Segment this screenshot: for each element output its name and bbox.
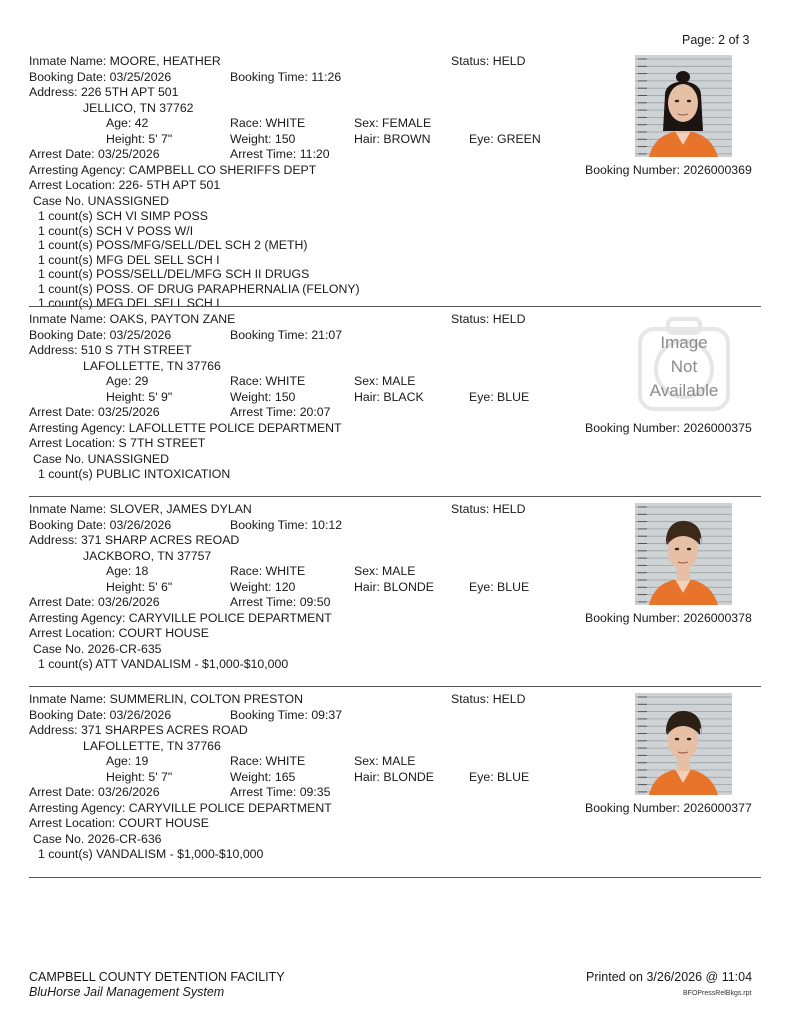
height: Height: 5' 6" [106, 579, 173, 594]
charge-item: 1 count(s) ATT VANDALISM - $1,000-$10,000 [38, 657, 289, 671]
inmate-name: Inmate Name: SUMMERLIN, COLTON PRESTON [29, 692, 304, 706]
charge-item: 1 count(s) MFG DEL SELL SCH I [38, 252, 220, 267]
booking-date: Booking Date: 03/26/2026 [29, 517, 172, 532]
mugshot-photo [635, 693, 732, 795]
weight: Weight: 150 [230, 389, 296, 404]
booking-number: Booking Number: 2026000369 [585, 162, 752, 177]
facility-name: CAMPBELL COUNTY DETENTION FACILITY [29, 970, 285, 984]
arresting-agency: Arresting Agency: CARYVILLE POLICE DEPARTMENT [29, 610, 332, 625]
charge-item: 1 count(s) POSS. OF DRUG PARAPHERNALIA (FELONY) [38, 281, 360, 296]
height: Height: 5' 7" [106, 769, 173, 784]
mugshot-frame [635, 693, 732, 795]
age: Age: 18 [106, 564, 149, 578]
case-number: Case No. 2026-CR-635 [33, 641, 162, 656]
booking-number: Booking Number: 2026000377 [585, 800, 752, 815]
case-number: Case No. 2026-CR-636 [33, 831, 162, 846]
hair-color: Hair: BROWN [354, 131, 431, 146]
height: Height: 5' 9" [106, 389, 173, 404]
arresting-agency: Arresting Agency: CARYVILLE POLICE DEPARTMENT [29, 800, 332, 815]
booking-date: Booking Date: 03/25/2026 [29, 69, 172, 84]
inmate-status: Status: HELD [451, 692, 526, 706]
record-divider [29, 306, 761, 307]
charge-item: 1 count(s) SCH VI SIMP POSS [38, 209, 208, 223]
case-number: Case No. UNASSIGNED [33, 193, 169, 208]
charge-item: 1 count(s) POSS/MFG/SELL/DEL SCH 2 (METH) [38, 238, 308, 252]
eye-color: Eye: BLUE [469, 389, 530, 404]
height: Height: 5' 7" [106, 131, 173, 146]
race: Race: WHITE [230, 754, 306, 768]
charge-item: 1 count(s) SCH V POSS W/I [38, 223, 194, 238]
inmate-status: Status: HELD [451, 54, 526, 68]
address-line-1: Address: 510 S 7TH STREET [29, 343, 192, 357]
placeholder-text-line: Available [649, 381, 719, 400]
arrest-location: Arrest Location: S 7TH STREET [29, 436, 206, 450]
inmate-name: Inmate Name: MOORE, HEATHER [29, 54, 221, 68]
booking-number: Booking Number: 2026000375 [585, 420, 752, 435]
arrest-date: Arrest Date: 03/25/2026 [29, 147, 160, 161]
eye-color: Eye: BLUE [469, 769, 530, 784]
race: Race: WHITE [230, 564, 306, 578]
mugshot-photo [635, 503, 732, 605]
inmate-name: Inmate Name: OAKS, PAYTON ZANE [29, 312, 236, 326]
inmate-status: Status: HELD [451, 502, 526, 516]
booking-date: Booking Date: 03/26/2026 [29, 707, 172, 722]
address-line-2: LAFOLLETTE, TN 37766 [83, 358, 221, 373]
arrest-time: Arrest Time: 11:20 [230, 147, 330, 161]
arrest-date: Arrest Date: 03/26/2026 [29, 785, 160, 799]
sex: Sex: MALE [354, 564, 416, 578]
booking-date: Booking Date: 03/25/2026 [29, 327, 172, 342]
arresting-agency: Arresting Agency: CAMPBELL CO SHERIFFS DEPT [29, 162, 317, 177]
arrest-location: Arrest Location: COURT HOUSE [29, 816, 209, 830]
printed-timestamp: Printed on 3/26/2026 @ 11:04 [586, 970, 753, 984]
hair-color: Hair: BLONDE [354, 769, 434, 784]
age: Age: 42 [106, 116, 149, 130]
image-not-available-placeholder [634, 315, 734, 417]
report-id: BFOPressRelBkgs.rpt [683, 990, 752, 997]
mugshot-frame [635, 503, 732, 605]
arrest-date: Arrest Date: 03/25/2026 [29, 405, 160, 419]
weight: Weight: 150 [230, 131, 296, 146]
mugshot-photo [635, 55, 732, 157]
address-line-1: Address: 371 SHARP ACRES REOAD [29, 533, 240, 547]
booking-time: Booking Time: 11:26 [230, 69, 342, 84]
eye-color: Eye: GREEN [469, 131, 541, 146]
arresting-agency: Arresting Agency: LAFOLLETTE POLICE DEPARTMENT [29, 420, 342, 435]
case-number: Case No. UNASSIGNED [33, 451, 169, 466]
record-divider [29, 686, 761, 687]
arrest-date: Arrest Date: 03/26/2026 [29, 595, 160, 609]
race: Race: WHITE [230, 374, 306, 388]
sex: Sex: FEMALE [354, 116, 432, 130]
record-divider [29, 496, 761, 497]
page-number: Page: 2 of 3 [682, 33, 750, 47]
inmate-status: Status: HELD [451, 312, 526, 326]
hair-color: Hair: BLACK [354, 389, 424, 404]
weight: Weight: 120 [230, 579, 296, 594]
hair-color: Hair: BLONDE [354, 579, 434, 594]
arrest-location: Arrest Location: 226- 5TH APT 501 [29, 178, 221, 192]
race: Race: WHITE [230, 116, 306, 130]
address-line-2: JACKBORO, TN 37757 [83, 548, 212, 563]
arrest-location: Arrest Location: COURT HOUSE [29, 626, 209, 640]
arrest-time: Arrest Time: 09:35 [230, 785, 331, 799]
arrest-time: Arrest Time: 09:50 [230, 595, 331, 609]
address-line-2: LAFOLLETTE, TN 37766 [83, 738, 221, 753]
address-line-1: Address: 226 5TH APT 501 [29, 85, 179, 99]
charge-item: 1 count(s) VANDALISM - $1,000-$10,000 [38, 847, 264, 861]
address-line-2: JELLICO, TN 37762 [83, 100, 194, 115]
arrest-time: Arrest Time: 20:07 [230, 405, 331, 419]
charge-item: 1 count(s) PUBLIC INTOXICATION [38, 467, 231, 481]
placeholder-text-line: Image [660, 333, 708, 352]
sex: Sex: MALE [354, 754, 416, 768]
inmate-name: Inmate Name: SLOVER, JAMES DYLAN [29, 502, 252, 516]
booking-time: Booking Time: 21:07 [230, 327, 343, 342]
system-name: BluHorse Jail Management System [29, 985, 225, 999]
booking-number: Booking Number: 2026000378 [585, 610, 752, 625]
age: Age: 29 [106, 374, 149, 388]
charge-item: 1 count(s) MFG DEL SELL SCH I [38, 296, 220, 310]
age: Age: 19 [106, 754, 149, 768]
booking-time: Booking Time: 09:37 [230, 707, 343, 722]
record-divider [29, 877, 761, 878]
charge-item: 1 count(s) POSS/SELL/DEL/MFG SCH II DRUGS [38, 267, 310, 281]
eye-color: Eye: BLUE [469, 579, 530, 594]
placeholder-text-line: Not [670, 357, 698, 376]
mugshot-frame [635, 55, 732, 157]
address-line-1: Address: 371 SHARPES ACRES ROAD [29, 723, 248, 737]
sex: Sex: MALE [354, 374, 416, 388]
booking-time: Booking Time: 10:12 [230, 517, 343, 532]
weight: Weight: 165 [230, 769, 296, 784]
